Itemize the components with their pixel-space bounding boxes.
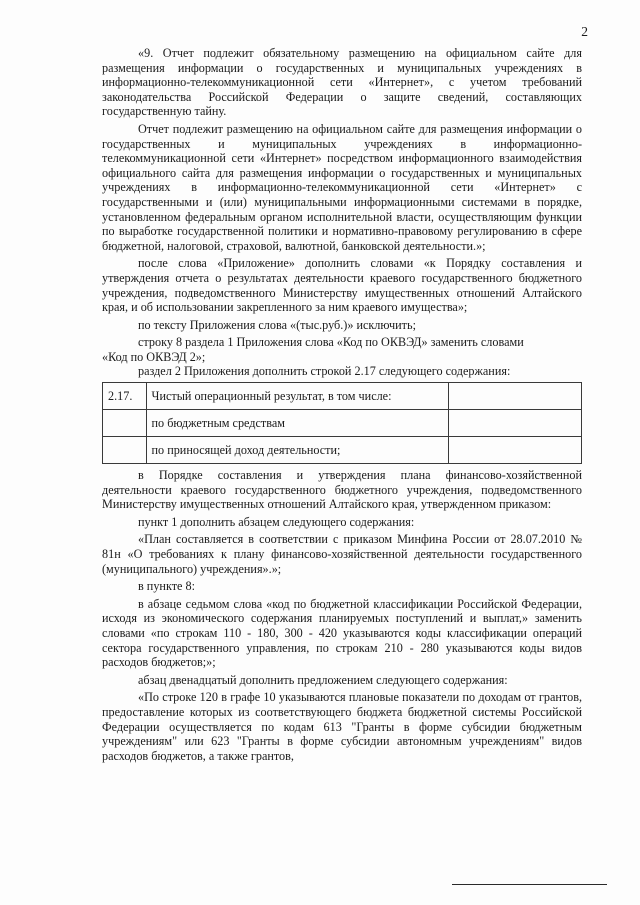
table-cell-value [449, 437, 582, 464]
paragraph-okved-line2: «Код по ОКВЭД 2»; [102, 349, 206, 364]
paragraph-grants: «По строке 120 в графе 10 указываются плановые показатели по доходам от грантов, предоставление которых из соответствующего бюджета бюджетной системы Российской Федерации осуществляется по кодам 613 "Гранты в форме субсидии бюджетным учреждениям" или 623 "Гранты в форме субсидии автономным учреждениям" видов расходов бюджетов, а также грантов, [102, 690, 582, 763]
paragraph-remove-units: по тексту Приложения слова «(тыс.руб.)» исключить; [138, 317, 416, 332]
paragraph-appendix-title: после слова «Приложение» дополнить словами «к Порядку составления и утверждения отчета о результатах деятельности краевого государственного бюджетного учреждения, подведомственного Министерству имущественных отношений Алтайского края, и об использовании закрепленного за ним краевого имущества»; [102, 256, 582, 315]
table-cell-number [103, 410, 147, 437]
document-body [102, 46, 582, 766]
paragraph-twelfth-clause: абзац двенадцатый дополнить предложением следующего содержания: [138, 672, 508, 687]
paragraph-table-intro: раздел 2 Приложения дополнить строкой 2.17 следующего содержания: [138, 364, 511, 379]
paragraph-item-9: «9. Отчет подлежит обязательному размещению на официальном сайте для размещения информации о государственных и муниципальных учреждениях в информационно-телекоммуникационной сети «Интернет», с учетом требований законодательства Российской Федерации о защите сведений, составляющих государственную тайну. [102, 46, 582, 119]
paragraph-report-placement: Отчет подлежит размещению на официальном сайте для размещения информации о государственных и муниципальных учреждениях в информационно-телекоммуникационной сети «Интернет» посредством информационного взаимодействия официального сайта для размещения информации о государственных и муниципальных учреждениях в информационно-телекоммуникационной сети «Интернет» с государственными и (или) муниципальными информационными системами в порядке, установленном федеральным органом исполнительной власти, осуществляющим функции по выработке государственной политики и нормативно-правовому регулированию в сфере бюджетной, налоговой, страховой, валютной, банковской деятельности.»; [102, 121, 582, 253]
table-cell-value [449, 383, 582, 410]
table-cell-number [103, 437, 147, 464]
paragraph-point-8: в пункте 8: [138, 579, 195, 594]
footer-rule [452, 884, 607, 885]
table-cell-text: Чистый операционный результат, в том числе: [146, 383, 449, 410]
table-cell-text: по бюджетным средствам [146, 410, 449, 437]
paragraph-minfin-order: «План составляется в соответствии с приказом Минфина России от 28.07.2010 № 81н «О требованиях к плану финансово-хозяйственной деятельности государственного (муниципального) учреждения».»; [102, 532, 582, 576]
amendment-table [102, 382, 582, 464]
paragraph-seventh-clause: в абзаце седьмом слова «код по бюджетной классификации Российской Федерации, исходя из экономического содержания планируемых поступлений и выплат,» заменить словами «по строкам 110 - 180, 300 - 420 указываются коды классификации операций сектора государственного управления, по строкам 210 - 280 указываются коды видов расходов бюджетов;»; [102, 596, 582, 670]
paragraph-okved-line1: строку 8 раздела 1 Приложения слова «Код по ОКВЭД» заменить словами [138, 335, 524, 350]
paragraph-plan-order: в Порядке составления и утверждения плана финансово-хозяйственной деятельности краевого государственного бюджетного учреждения, подведомственного Министерству имущественных отношений Алтайского края, утвержденном приказом: [102, 468, 582, 512]
page-number: 2 [581, 24, 588, 39]
paragraph-point-1: пункт 1 дополнить абзацем следующего содержания: [138, 514, 415, 529]
table-cell-value [449, 410, 582, 437]
table-row [103, 410, 582, 437]
table-cell-number: 2.17. [103, 383, 147, 410]
table-row [103, 437, 582, 464]
table-row [103, 383, 582, 410]
table-cell-text: по приносящей доход деятельности; [146, 437, 449, 464]
